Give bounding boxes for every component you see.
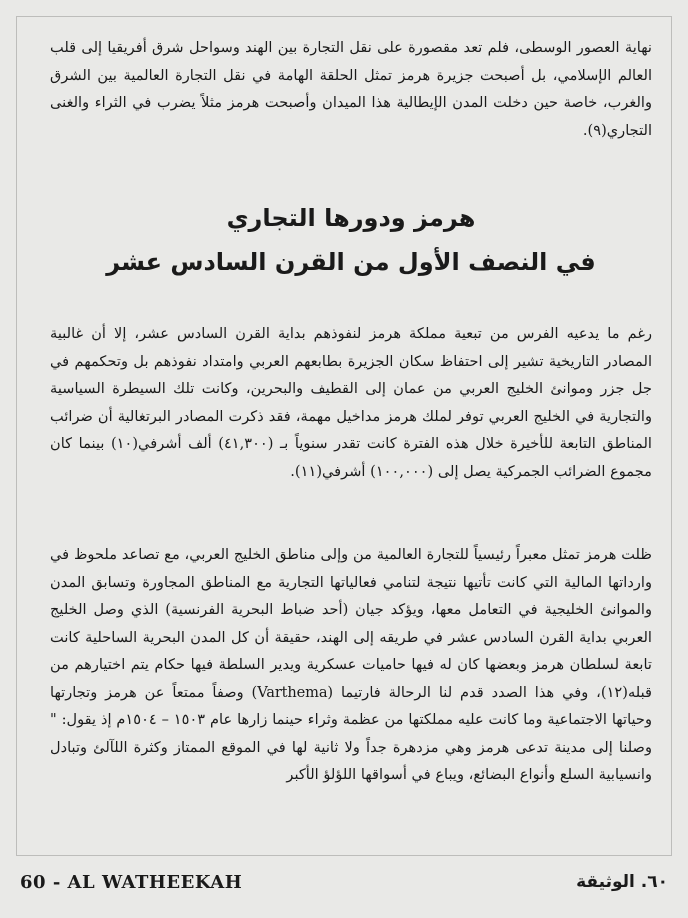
heading-line-1: هرمز ودورها التجاري <box>226 204 476 232</box>
paragraph-3: ظلت هرمز تمثل معبراً رئيسياً للتجارة العالمية من وإلى مناطق الخليج العربي، مع تصاعد ملحوظ في وارداتها المالية التي كانت تأتيها نتيجة لتنامي فعالياتها التجارية مع المناطق المجاورة وتسابق المدن والموانئ الخليجية في التعامل معها، ويؤكد جيان (أحد ضباط البحرية الفرنسية) الذي وصل الخليج العربي بداية القرن السادس عشر في طريقه إلى الهند، حقيقة أن كل المدن البحرية الساحلية كانت تابعة لسلطان هرمز وبعضها كان له فيها حاميات عسكرية ويدير السلطة فيها حكام يتم اختيارهم من قبله(١٢)، وفي هذا الصدد قدم لنا الرحالة فارتيما (Varthema) وصفاً ممتعاً عن هرمز وتجارتها وحياتها الاجتماعية وما كانت عليه مملكتها من عظمة وثراء حينما زارها عام ١٥٠٣ – ١٥٠٤م إذ يقول: " وصلنا إلى مدينة تدعى هرمز وهي مزدهرة جداً ولا ثانية لها في الموقع الممتاز وكثرة اللآلئ وتبادل وانسيابية السلع وأنواع البضائع، ويباع في أسواقها اللؤلؤ الأكبر <box>50 546 653 783</box>
paragraph-2: رغم ما يدعيه الفرس من تبعية مملكة هرمز لنفوذهم بداية القرن السادس عشر، إلا أن غالبية المصادر التاريخية تشير إلى احتفاظ سكان الجزيرة بطابعهم العربي وامتداد نفوذهم بل وتحكمهم في جل جزر وموانئ الخليج العربي من عمان إلى القطيف والبحرين، وكانت تلك السيطرة السياسية والتجارية في الخليج العربي توفر لملك هرمز مداخيل مهمة، فقد ذكرت المصادر البرتغالية أن ضرائب المناطق التابعة للأخيرة خلال هذه الفترة كانت تقدر سنوياً بـ (٤١,٣٠٠) ألف أشرفي(١٠) بينما كان مجموع الضرائب الجمركية يصل إلى (١٠٠,٠٠٠) أشرفي(١١). <box>50 325 652 480</box>
paragraph-1: نهاية العصور الوسطى، فلم تعد مقصورة على نقل التجارة بين الهند وسواحل شرق أفريقيا إلى قلب العالم الإسلامي، بل أصبحت جزيرة هرمز تمثل الحلقة الهامة في نقل التجارة العالمية بين الشرق والغرب، خاصة حين دخلت المدن الإيطالية هذا الميدان وأصبحت هرمز مثلاً يضرب في الثراء والغنى التجاري(٩). <box>50 39 652 139</box>
footer-page-label-latin: 60 - AL WATHEEKAH <box>20 872 243 893</box>
heading-line-2: في النصف الأول من القرن السادس عشر <box>106 248 596 276</box>
page-footer <box>16 866 672 900</box>
section-heading <box>50 196 652 284</box>
footer-page-label-arabic: ٦٠. الوثيقة <box>576 872 668 892</box>
